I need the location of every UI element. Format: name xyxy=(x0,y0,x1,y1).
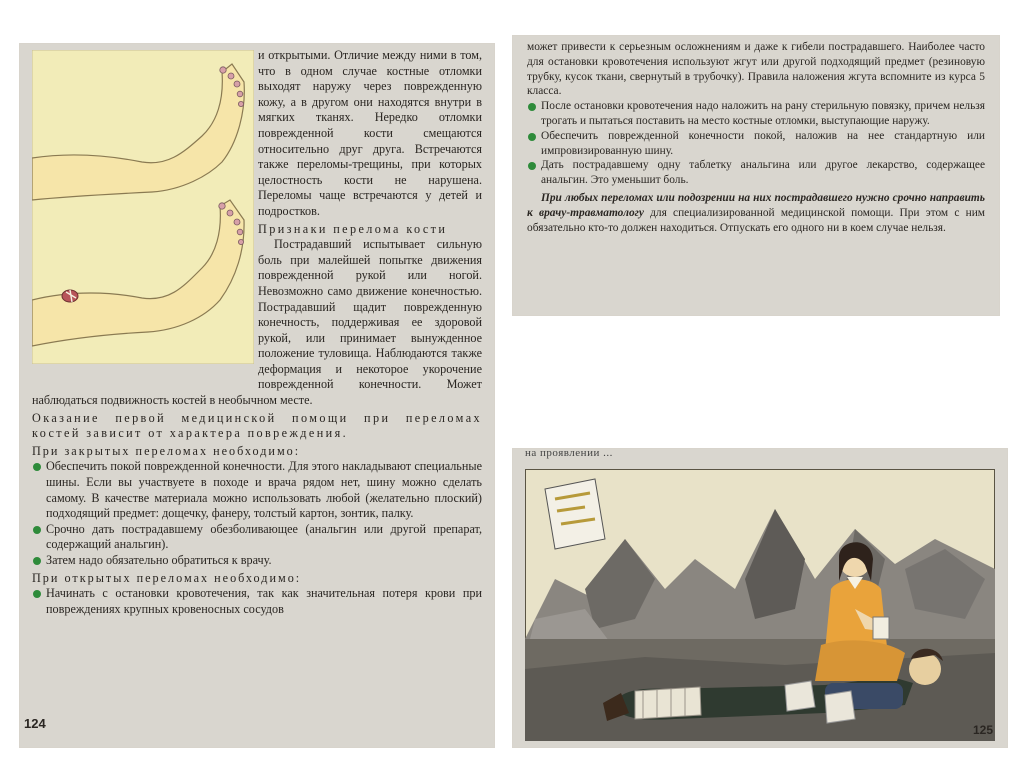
bandage-roll-shape xyxy=(785,681,815,711)
open-item: Дать пострадавшему одну таблетку анальгина или другое лекарство, содержащее анальгин. Это уменьшит боль. xyxy=(527,158,985,188)
bullet-icon xyxy=(33,557,41,565)
note-bold-part: При любых переломах или подозрении на них пострадавшего нужно срочно направить к врачу-травматологу xyxy=(527,191,985,219)
left-page-photo xyxy=(20,44,494,747)
continuation-paragraph: может привести к серьезным осложнениям и даже к гибели пострадавшего. Наиболее часто для остановки кровотечения используют жгут или другой подходящий предмет (резиновую трубку, кусок ткани, свернутый в трубочку). Правила наложения жгута вспомните из курса 5 класса. xyxy=(527,41,985,98)
right-bottom-page-photo xyxy=(513,449,1007,747)
right-page-text xyxy=(527,40,985,235)
open-fracture-heading: При открытых переломах необходимо: xyxy=(32,570,302,585)
closed-item: Срочно дать пострадавшему обезболивающее (анальгин или другой препарат, содержащий анальгин). xyxy=(32,522,482,553)
splint-bandage xyxy=(635,687,701,719)
open-item: Начинать с остановки кровотечения, так как значительная потеря крови при повреждениях крупных кровеносных сосудов xyxy=(32,586,482,617)
bullet-icon xyxy=(528,133,536,141)
first-aid-scene-illustration xyxy=(525,469,995,741)
right-top-page-photo xyxy=(513,36,999,315)
open-item: Обеспечить поврежденной конечности покой, наложив на нее стандартную или импровизированную шину. xyxy=(527,129,985,159)
note-plain-part: для специализированной медицинской помощи. При этом с ним обязательно кто-то должен находиться. Отпускать его одного ни в коем случае нельзя. xyxy=(527,206,986,234)
bullet-icon xyxy=(528,103,536,111)
first-aid-heading: Оказание первой медицинской помощи при переломах костей зависит от характера повреждения. xyxy=(32,410,482,441)
open-item: После остановки кровотечения надо наложить на рану стерильную повязку, причем нельзя трогать и пытаться поставить на место костные отломки, выступающие наружу. xyxy=(527,99,985,129)
page-number: 125 xyxy=(972,723,993,737)
paper-note-shape xyxy=(545,479,605,549)
closed-item: Затем надо обязательно обратиться к врачу. xyxy=(32,553,482,569)
important-note xyxy=(527,191,985,235)
closed-item: Обеспечить покой поврежденной конечности. Для этого накладывают специальные шины. Если вы участвуете в походе и врача рядом нет, шину можно сделать самому. В качестве материала можно использовать любой (желательно плоский) подходящий предмет: дощечку, фанеру, толстый картон, зонтик, палку. xyxy=(32,459,482,521)
medicine-box-shape xyxy=(873,617,889,639)
bandage-roll-shape xyxy=(825,691,855,723)
left-page-text xyxy=(32,48,482,743)
bullet-icon xyxy=(528,162,536,170)
bullet-icon xyxy=(33,463,41,471)
bullet-icon xyxy=(33,526,41,534)
signs-heading: Признаки перелома кости xyxy=(258,221,448,236)
cut-off-header-line: на проявлении ... xyxy=(525,449,613,459)
page-number: 124 xyxy=(24,716,46,731)
bullet-icon xyxy=(33,590,41,598)
intro-paragraph: и открытыми. Отличие между ними в том, что в одном случае костные отломки выходят наружу через поврежденную кожу, а в другом они находятся внутри в мягких тканях. Нередко отломки поврежденной кости смещаются относительно друг друга. Встречаются также переломы-трещины, при которых целостность кости не нарушена. Переломы чаще встречаются у детей и подростков. xyxy=(258,48,482,218)
signs-paragraph: Пострадавший испытывает сильную боль при малейшей попытке движения поврежденной рукой или ногой. Невозможно само движение конечностью. Пострадавший щадит поврежденную конечность, поддерживая ее здоровой рукой, или принимает вынужденное положение туловища. Наблюдаются также деформация и некоторое укорочение поврежденной конечности. Может наблюдаться подвижность костей в необычном месте. xyxy=(32,237,482,408)
closed-fracture-heading: При закрытых переломах необходимо: xyxy=(32,443,301,458)
